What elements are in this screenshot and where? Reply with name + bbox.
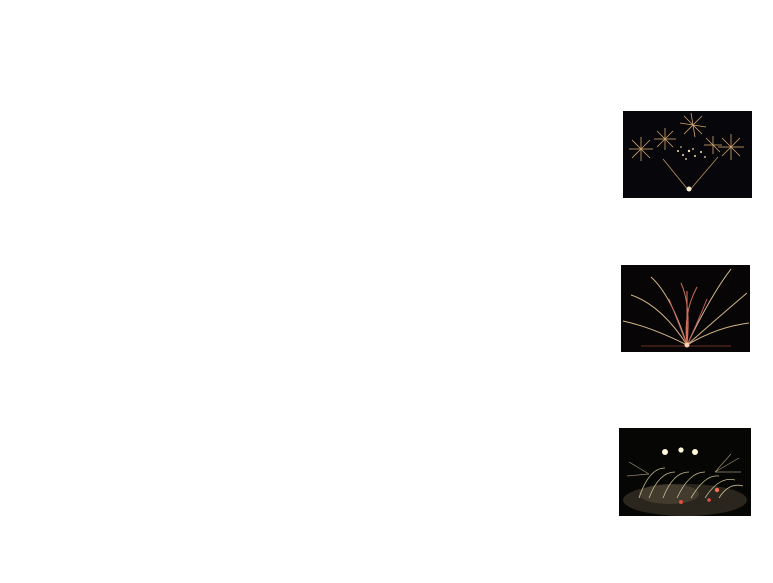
- fireworks-image-2[interactable]: [621, 265, 750, 352]
- fireworks-image-1[interactable]: [623, 111, 752, 198]
- fireworks-fan-icon: [621, 265, 750, 352]
- fireworks-burst-icon: [623, 111, 752, 198]
- fireworks-image-3[interactable]: [619, 428, 751, 516]
- fireworks-smoke-icon: [619, 428, 751, 516]
